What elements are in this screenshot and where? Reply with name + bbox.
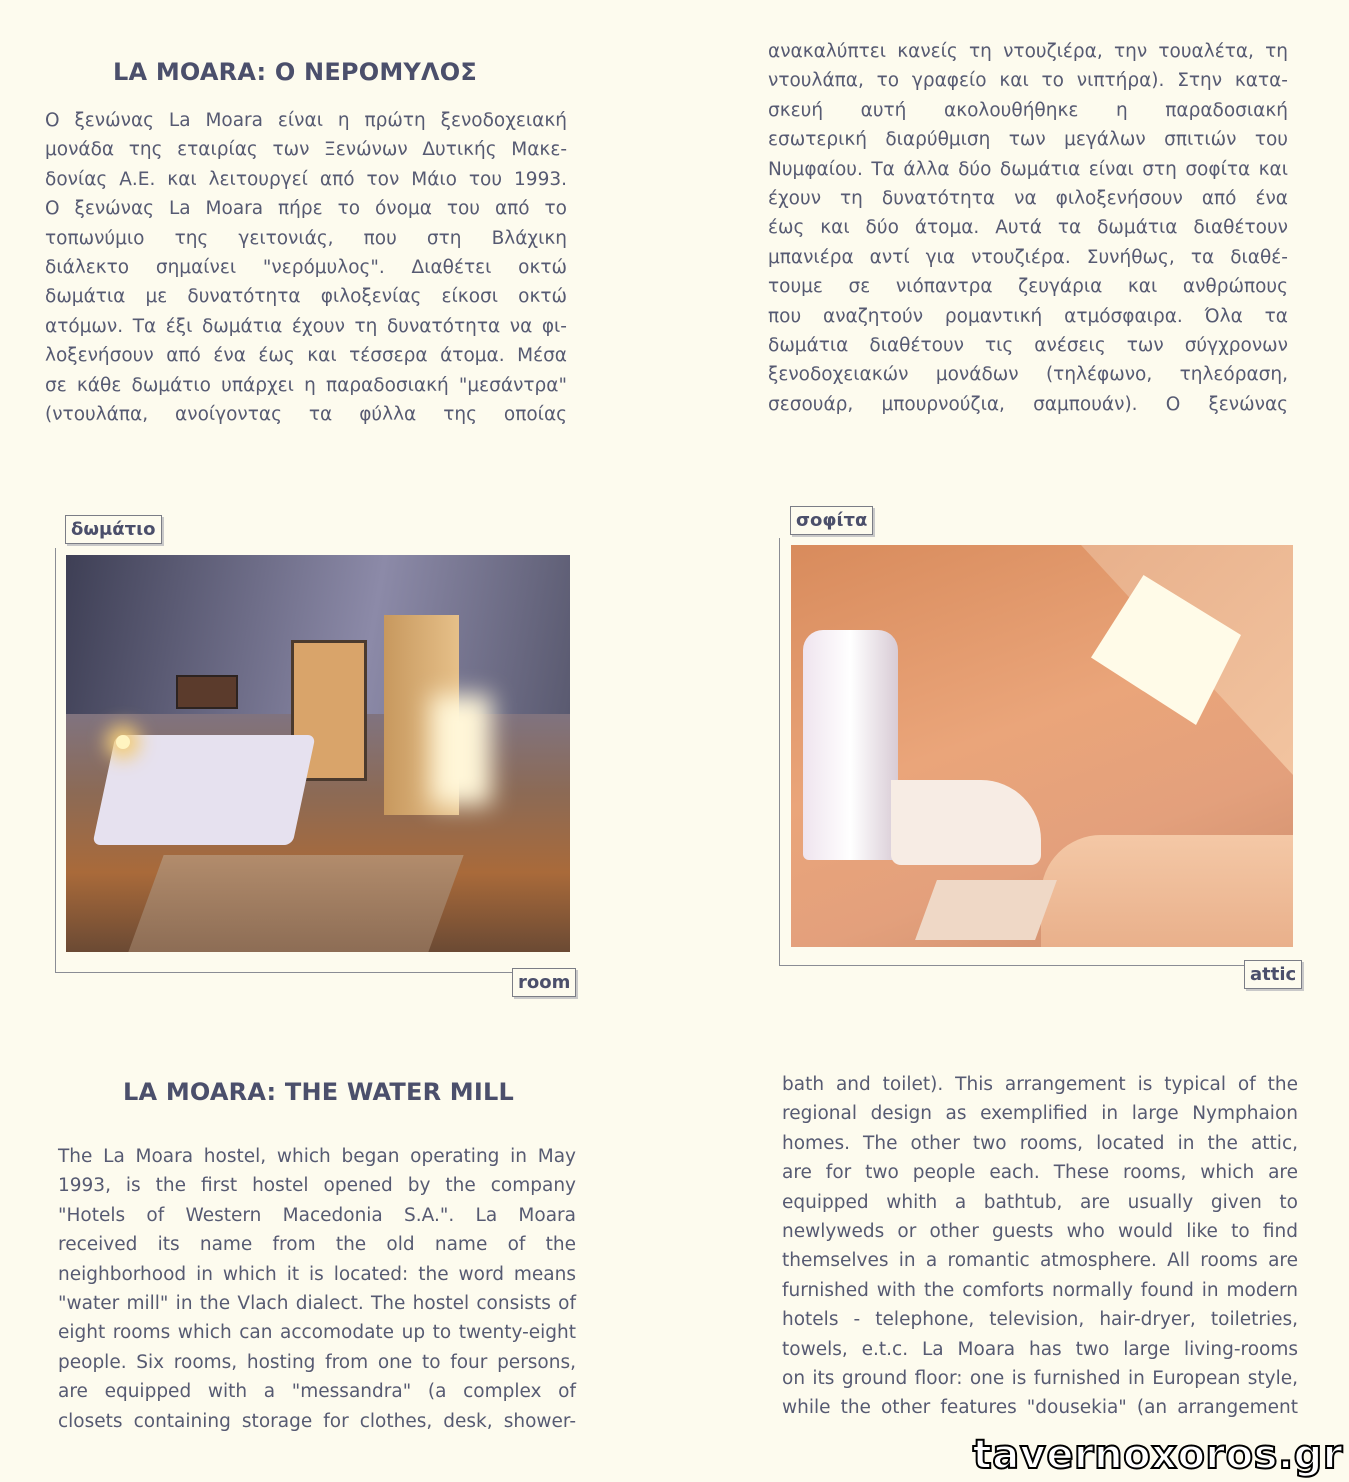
text-line: furnished with the comforts normally found in modern [782, 1279, 1298, 1301]
text-line: ξενοδοχειακών μονάδων (τηλέφωνο, τηλεόραση, [768, 364, 1288, 386]
text-line: "water mill" in the Vlach dialect. The hostel consists of [58, 1292, 576, 1314]
attic-frame-left [779, 538, 780, 965]
text-line: Ο ξενώνας La Moara είναι η πρώτη ξενοδοχειακή [45, 110, 567, 131]
text-line: people. Six rooms, hosting from one to four persons, [58, 1351, 576, 1373]
attic-frame-bottom [779, 965, 1245, 966]
text-line: ντουλάπα, το γραφείο και το νιπτήρα). Στην κατα- [768, 70, 1288, 92]
text-line: ατόμων. Τα έξι δωμάτια έχουν τη δυνατότητα να φι- [45, 315, 567, 337]
text-line: σεσουάρ, μπουρνούζια, σαμπουάν). Ο ξενώνας [768, 393, 1288, 415]
text-line: διάλεκτο σημαίνει "νερόμυλος". Διαθέτει οκτώ [45, 256, 567, 278]
greek-right-column [768, 37, 1288, 419]
text-line: έχουν τη δυνατότητα να φιλοξενήσουν από ένα [768, 187, 1288, 209]
english-title: LA MOARA: THE WATER MILL [123, 1078, 515, 1106]
text-line: εσωτερική διαρύθμιση των μεγάλων σπιτιών του [768, 129, 1288, 151]
text-line: μπανιέρα αντί για ντουζιέρα. Συνήθως, τα διαθέ- [768, 246, 1288, 268]
text-line: while the other features "dousekia" (an arrangement [782, 1397, 1298, 1419]
text-line: μονάδα της εταιρίας των Ξενώνων Δυτικής Μακε- [45, 139, 567, 161]
room-photo [66, 555, 570, 952]
text-line: δωμάτια με δυνατότητα φιλοξενίας είκοσι οκτώ [45, 286, 567, 308]
attic-label-greek: σοφίτα [790, 506, 873, 535]
text-line: ανακαλύπτει κανείς τη ντουζιέρα, την τουαλέτα, τη [768, 41, 1288, 62]
text-line: σκευή αυτή ακολουθήθηκε η παραδοσιακή [768, 99, 1288, 121]
text-line: που αναζητούν ρομαντική ατμόσφαιρα. Όλα τα [768, 305, 1288, 327]
greek-left-column [45, 106, 567, 429]
text-line: regional design as exemplified in large Nymphaion [782, 1103, 1298, 1125]
room-frame-bottom [55, 972, 515, 973]
text-line: neighborhood in which it is located: the word means [58, 1263, 576, 1285]
text-line: received its name from the old name of the [58, 1234, 576, 1256]
text-line: closets containing storage for clothes, desk, shower- [58, 1410, 576, 1432]
text-line: bath and toilet). This arrangement is typical of the [782, 1074, 1298, 1095]
room-frame-left [55, 548, 56, 972]
text-line: themselves in a romantic atmosphere. All rooms are [782, 1250, 1298, 1272]
text-line: newlyweds or other guests who would like to find [782, 1220, 1298, 1242]
text-line: towels, e.t.c. La Moara has two large living-rooms [782, 1338, 1298, 1360]
english-right-column [782, 1070, 1298, 1423]
text-line: δωμάτια διαθέτουν τις ανέσεις των σύγχρονων [768, 334, 1288, 356]
room-label-greek: δωμάτιο [65, 515, 162, 544]
text-line: Ο ξενώνας La Moara πήρε το όνομα του από το [45, 198, 567, 220]
text-line: equipped whith a bathtub, are usually given to [782, 1191, 1298, 1213]
text-line: are equipped with a "messandra" (a complex of [58, 1381, 576, 1403]
text-line: τουμε σε νιόπαντρα ζευγάρια και ανθρώπους [768, 276, 1288, 298]
attic-photo [791, 545, 1293, 947]
text-line: hotels - telephone, television, hair-dryer, toiletries, [782, 1309, 1298, 1331]
watermark: tavernoxoros.gr [972, 1432, 1343, 1478]
text-line: "Hotels of Western Macedonia S.A.". La Moara [58, 1204, 576, 1226]
text-line: Νυμφαίου. Τα άλλα δύο δωμάτια είναι στη σοφίτα και [768, 158, 1288, 180]
text-line: (ντουλάπα, ανοίγοντας τα φύλλα της οποίας [45, 403, 567, 425]
attic-label-english: attic [1244, 960, 1302, 989]
text-line: eight rooms which can accomodate up to twenty-eight [58, 1322, 576, 1344]
text-line: τοπωνύμιο της γειτονιάς, που στη Βλάχικη [45, 227, 567, 249]
text-line: σε κάθε δωμάτιο υπάρχει η παραδοσιακή "μεσάντρα" [45, 374, 567, 396]
room-label-english: room [512, 968, 576, 997]
text-line: λοξενήσουν από ένα έως και τέσσερα άτομα. Μέσα [45, 345, 567, 367]
text-line: The La Moara hostel, which began operating in May [58, 1146, 576, 1167]
text-line: homes. The other two rooms, located in the attic, [782, 1132, 1298, 1154]
text-line: are for two people each. These rooms, which are [782, 1162, 1298, 1184]
text-line: δονίας Α.Ε. και λειτουργεί από τον Μάιο του 1993. [45, 168, 567, 190]
text-line: έως και δύο άτομα. Αυτά τα δωμάτια διαθέτουν [768, 217, 1288, 239]
text-line: 1993, is the first hostel opened by the company [58, 1175, 576, 1197]
greek-title: LA MOARA: Ο ΝΕΡΟΜΥΛΟΣ [113, 58, 477, 86]
english-left-column [58, 1142, 576, 1436]
text-line: on its ground floor: one is furnished in European style, [782, 1367, 1298, 1389]
